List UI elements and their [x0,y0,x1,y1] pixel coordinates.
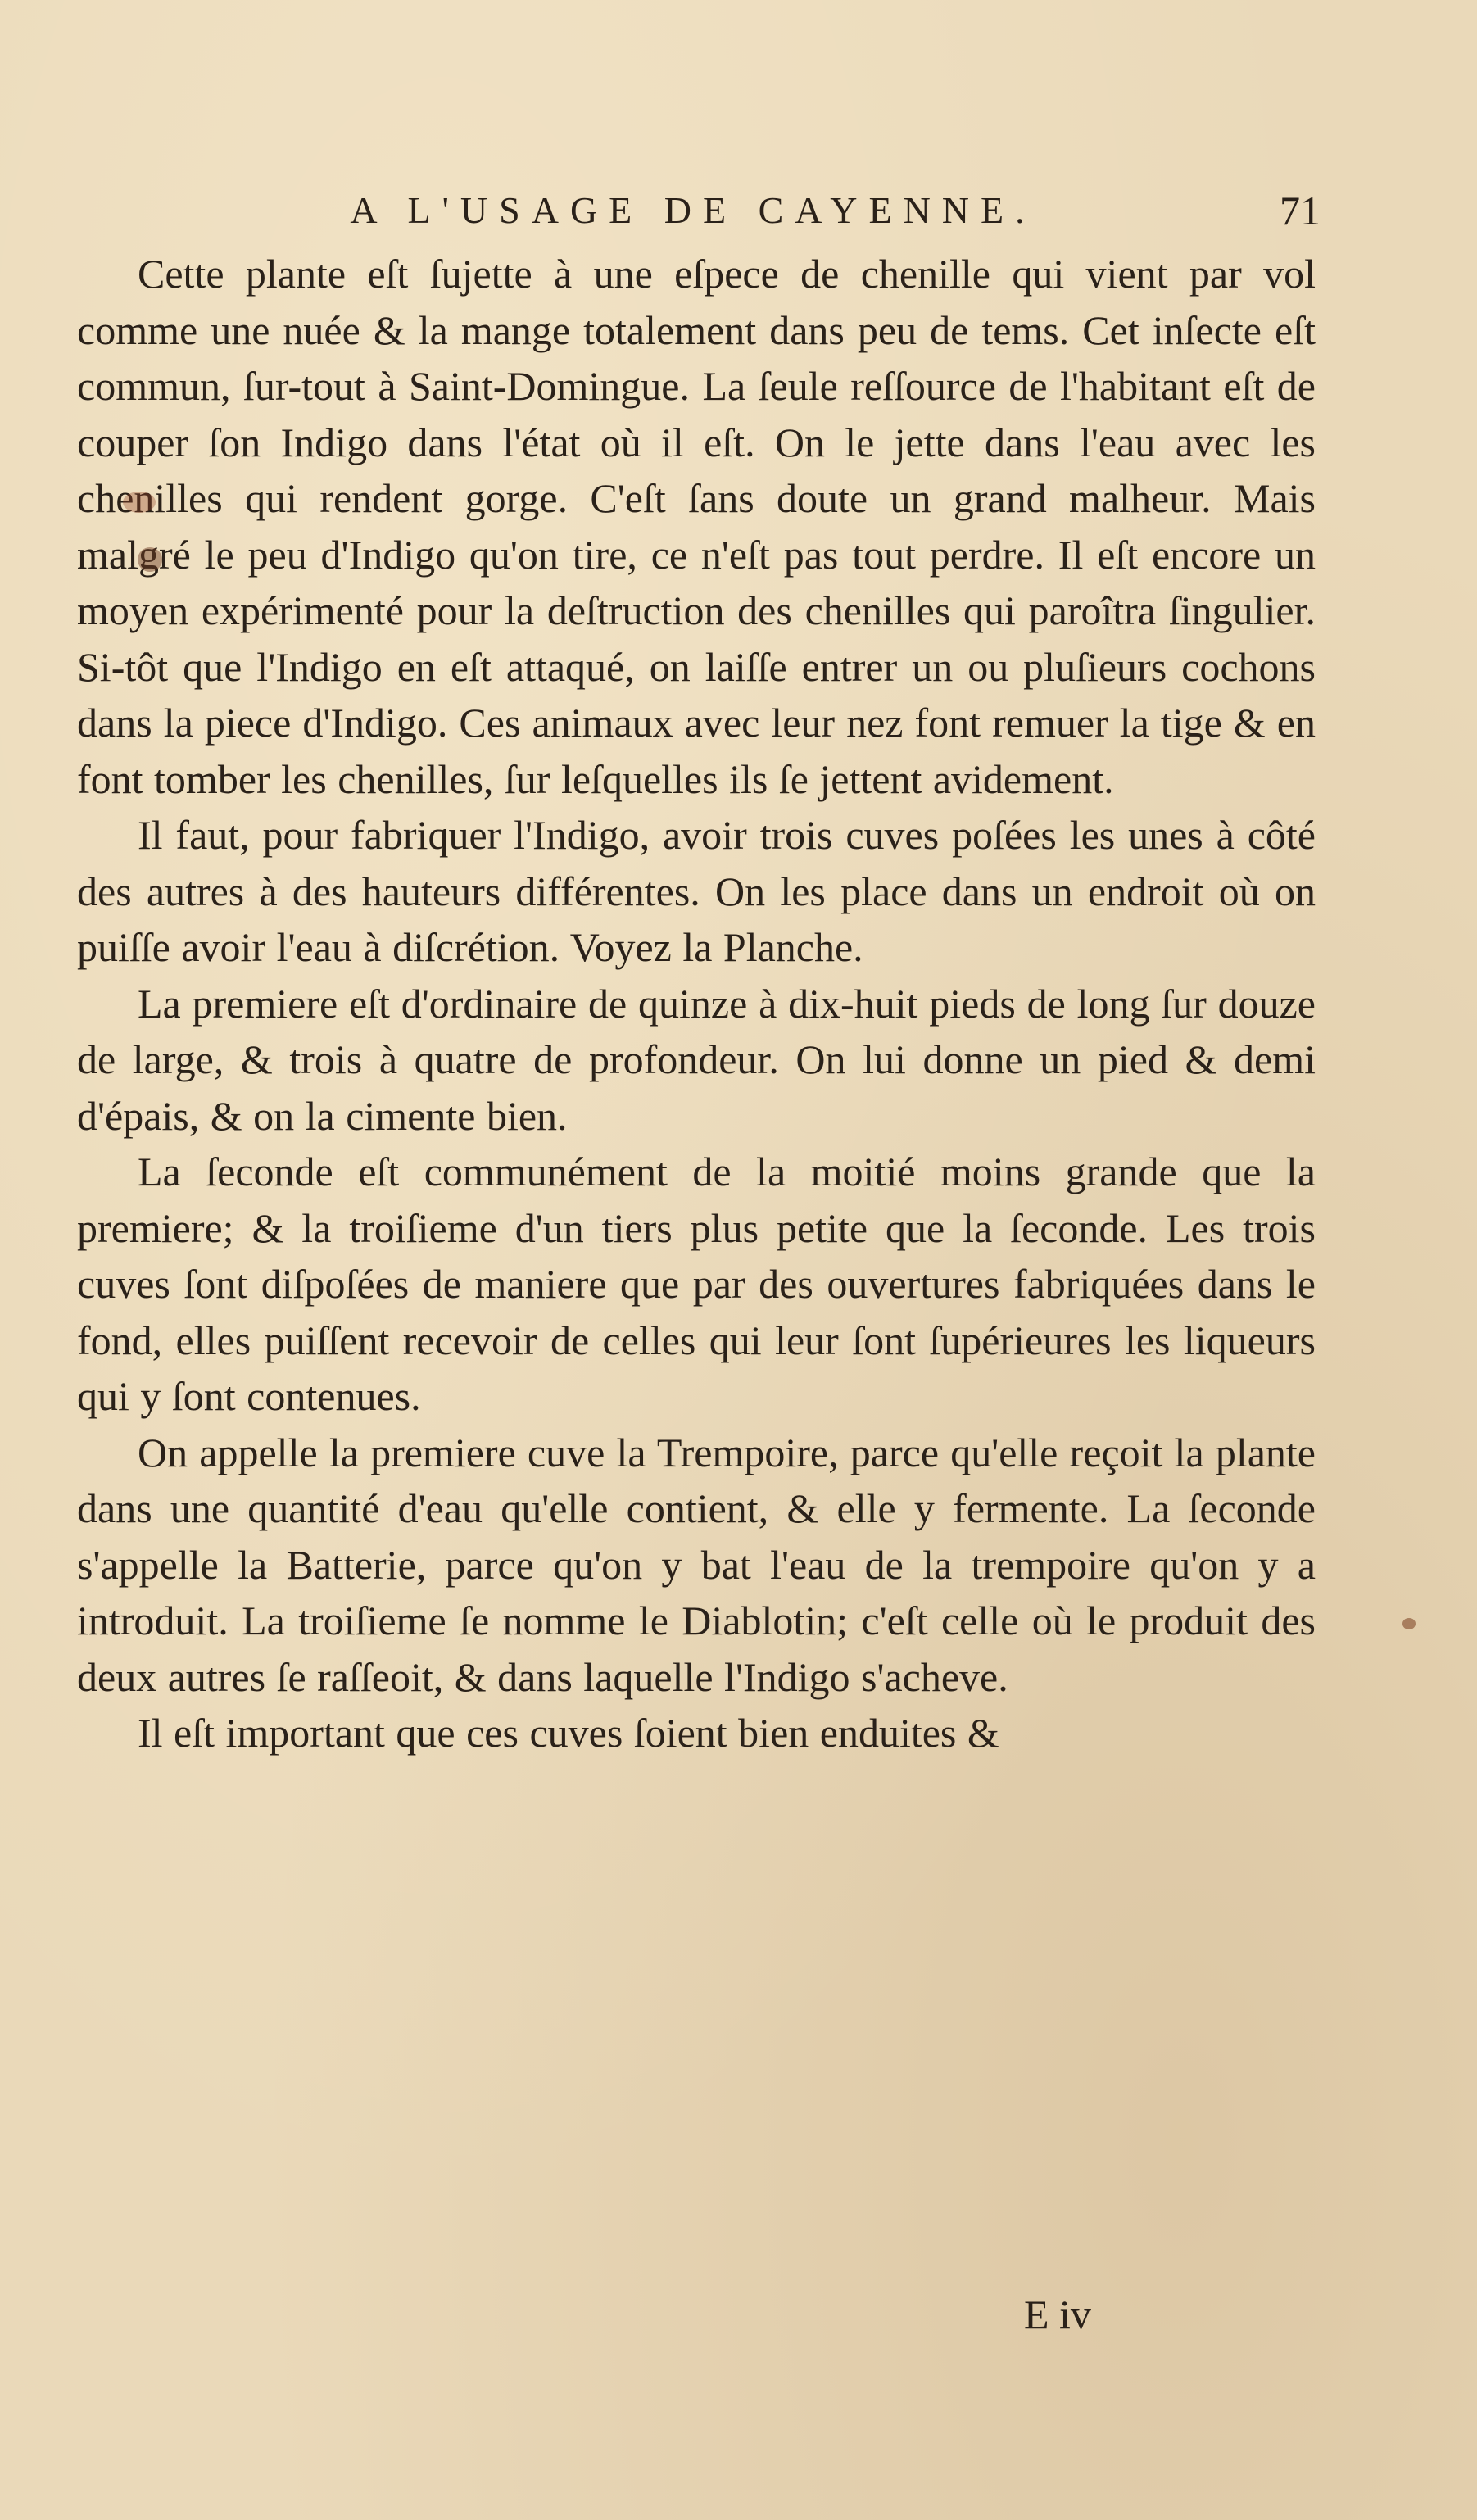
running-title: A L'USAGE DE CAYENNE. [350,189,1036,231]
running-head [242,182,1321,239]
ink-spot [1402,1618,1416,1629]
ink-blot [123,492,156,513]
paragraph-enduites: Il eſt important que ces cuves ſoient bien enduites & [138,1710,999,1756]
paragraph-noms-cuves: On appelle la premiere cuve la Trempoire, parce qu'elle reçoit la plante dans une quantité d'eau qu'elle contient, & elle y fermente. La ſeconde s'appelle la Batterie, parce qu'on y bat l'eau de la trempoire qu'on y a introduit. La troiſieme ſe nomme le Diablotin; c'eſt celle où le produit des deux autres ſe raſſeoit, & dans laquelle l'Indigo s'acheve. [77,1429,1316,1700]
paragraph-trois-cuves: Il faut, pour fabriquer l'Indigo, avoir trois cuves poſées les unes à côté des autres à des hauteurs différentes. On les place dans un endroit où on puiſſe avoir l'eau à diſcrétion. Voyez la Planche. [77,812,1316,970]
ink-blot [138,547,162,572]
paragraph-chenilles: Cette plante eſt ſujette à une eſpece de chenille qui vient par vol comme une nuée & la mange totalement dans peu de tems. Cet inſecte eſt commun, ſur-tout à Saint-Domingue. La ſeule reſſource de l'habitant eſt de couper ſon Indigo dans l'état où il eſt. On le jette dans l'eau avec les chenilles qui rendent gorge. C'eſt ſans doute un grand malheur. Mais malgré le peu d'Indigo qu'on tire, ce n'eſt pas tout perdre. Il eſt encore un moyen expérimenté pour la deſtruction des chenilles qui paroîtra ſingulier. Si-tôt que l'Indigo en eſt attaqué, on laiſſe entrer un ou pluſieurs cochons dans la piece d'Indigo. Ces animaux avec leur nez font remuer la tige & en font tomber les chenilles, ſur leſquelles ils ſe jettent avidement. [77,251,1316,802]
body-text [77,246,1316,1761]
paragraph-premiere-cuve: La premiere eſt d'ordinaire de quinze à dix-huit pieds de long ſur douze de large, & trois à quatre de profondeur. On lui donne un pied & demi d'épais, & on la cimente bien. [77,980,1316,1139]
page-number: 71 [1280,188,1321,233]
signature-mark: E iv [1024,2291,1091,2337]
paragraph-seconde-cuve: La ſeconde eſt communément de la moitié moins grande que la premiere; & la troiſieme d'un tiers plus petite que la ſeconde. Les trois cuves ſont diſpoſées de maniere que par des ouvertures fabriquées dans le fond, elles puiſſent recevoir de celles qui leur ſont ſupérieures les liqueurs qui y ſont contenues. [77,1149,1316,1419]
